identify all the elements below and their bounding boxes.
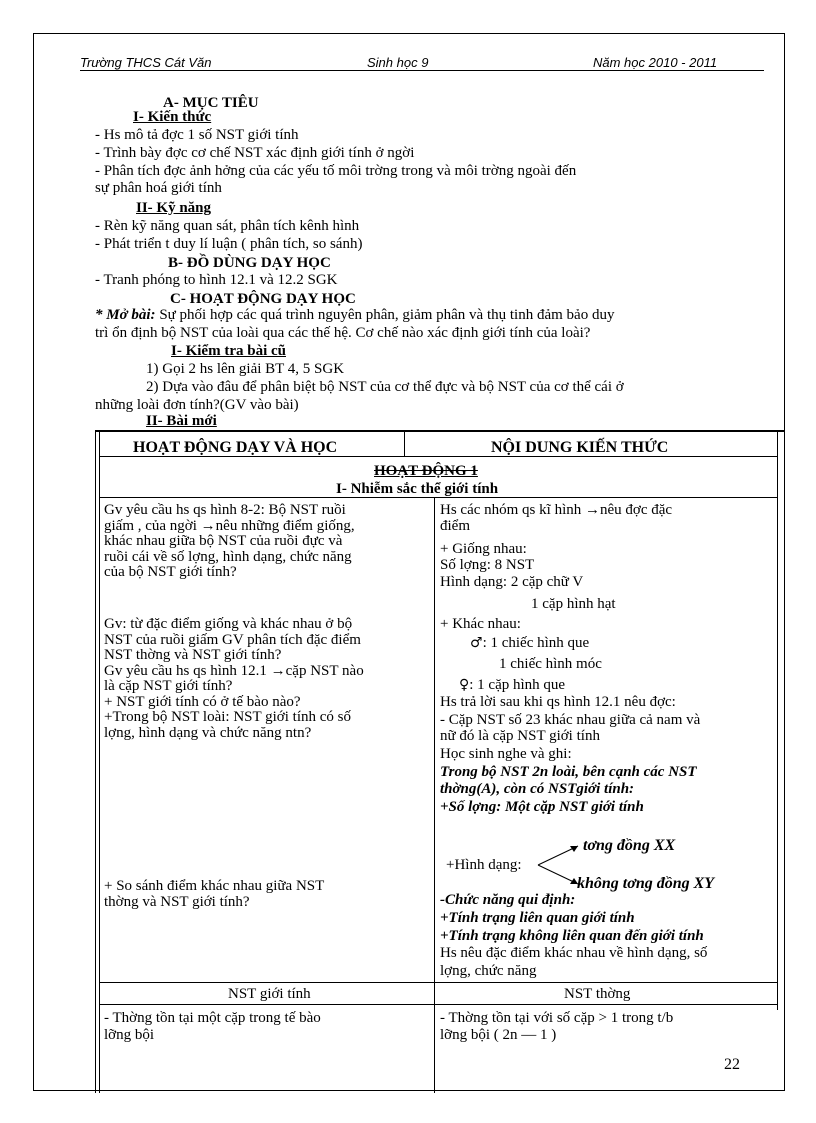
- header-divider: [404, 430, 405, 456]
- check-item: 2) Dựa vào đâu để phân biệt bộ NST của cơ thể đực và bộ NST của cơ thể cái ở: [146, 379, 624, 395]
- right-line: +Tính trạng không liên quan đến giới tính: [440, 928, 704, 944]
- right-line: - Cặp NST số 23 khác nhau giữa cả nam và: [440, 712, 701, 728]
- header-year: Năm học 2010 - 2011: [593, 55, 718, 70]
- new-lesson-heading: II- Bài mới: [146, 413, 217, 429]
- compare-right: lỡng bội ( 2n — 1 ): [440, 1027, 557, 1043]
- compare-top-rule: [99, 982, 777, 983]
- section-b-title: B- ĐỒ DÙNG DẠY HỌC: [168, 255, 331, 271]
- right-line: Hs trả lời sau khi qs hình 12.1 nêu đợc:: [440, 694, 676, 710]
- right-line: Hs các nhóm qs kĩ hình →nêu đợc đặc: [440, 502, 673, 518]
- activity-bottom-rule: [99, 497, 777, 498]
- header-school: Trường THCS Cát Văn: [80, 55, 212, 70]
- right-line: 1 cặp hình hạt: [531, 596, 616, 612]
- section-c-title: C- HOẠT ĐỘNG DẠY HỌC: [170, 291, 356, 307]
- header-bottom-rule: [99, 456, 777, 457]
- intro-paragraph: * Mở bài: Sự phối hợp các quá trình nguyên phân, giảm phân và thụ tinh đảm bảo duy: [95, 307, 615, 323]
- right-line: Học sinh nghe và ghi:: [440, 746, 572, 762]
- shape-homologous: tơng đồng XX: [583, 837, 676, 854]
- header-subject: Sinh học 9: [367, 55, 429, 70]
- compare-right: - Thờng tồn tại với số cặp > 1 trong t/b: [440, 1010, 674, 1026]
- knowledge-item: - Phân tích đợc ảnh hởng của các yếu tố môi trờng trong và môi trờng ngoài đến: [95, 163, 577, 179]
- right-line: Hs nêu đặc điểm khác nhau về hình dạng, số: [440, 945, 708, 961]
- knowledge-heading: I- Kiến thức: [133, 109, 212, 125]
- intro-paragraph-cont: trì ổn định bộ NST của loài qua các thế hệ. Cơ chế nào xác định giới tính của loài?: [95, 325, 591, 341]
- right-line: +Tính trạng liên quan giới tính: [440, 910, 635, 926]
- knowledge-item: sự phân hoá giới tính: [95, 180, 222, 196]
- female-symbol-icon: ♀: [459, 677, 470, 693]
- left-paragraph-1: Gv yêu cầu hs qs hình 8-2: Bộ NST ruồi giấm , của ngời →nêu những điểm giống, khác nhau giữa bộ NST của ruồi đực và ruồi cái về số lợng, hình dạng, chức năng của bộ NST giới tính?: [104, 502, 355, 580]
- section-a-title: A- MỤC TIÊU: [163, 95, 259, 111]
- activity-subtitle: I- Nhiễm sắc thể giới tính: [336, 481, 499, 497]
- header-rule: [80, 70, 764, 71]
- compare-left: - Thờng tồn tại một cặp trong tế bào: [104, 1010, 321, 1026]
- check-item: những loài đơn tính?(GV vào bài): [95, 397, 299, 413]
- compare-header-autosome: NST thờng: [564, 986, 631, 1002]
- left-paragraph-3: + So sánh điểm khác nhau giữa NST thờng và NST giới tính?: [104, 878, 325, 910]
- right-line: lợng, chức năng: [440, 963, 537, 979]
- skills-item: - Phát triển t duy lí luận ( phân tích, so sánh): [95, 236, 363, 252]
- activity-title: HOẠT ĐỘNG 1: [374, 463, 478, 479]
- knowledge-item: - Trình bày đợc cơ chế NST xác định giới tính ở ngời: [95, 145, 415, 161]
- page-number: 22: [724, 1056, 740, 1073]
- check-item: 1) Gọi 2 hs lên giải BT 4, 5 SGK: [146, 361, 345, 377]
- right-line: +Số lợng: Một cặp NST giới tính: [440, 799, 644, 815]
- materials-item: - Tranh phóng to hình 12.1 và 12.2 SGK: [95, 272, 338, 288]
- left-paragraph-2: Gv: từ đặc điểm giống và khác nhau ở bộ NST của ruồi giấm GV phân tích đặc điểm NST thờng và NST giới tính? Gv yêu cầu hs qs hình 12.1 →cặp NST nào là cặp NST giới tính? + NST giới tính có ở tế bào nào? +Trong bộ NST loài: NST giới tính có số lợng, hình dạng và chức năng ntn?: [104, 616, 364, 741]
- knowledge-item: - Hs mô tả đợc 1 số NST giới tính: [95, 127, 299, 143]
- right-line: -Chức năng qui định:: [440, 892, 576, 908]
- col-header-content: NỘI DUNG KIẾN THỨC: [491, 439, 669, 456]
- male-symbol-icon: ♂: [470, 635, 483, 651]
- check-heading: I- Kiểm tra bài cũ: [171, 343, 286, 359]
- compare-left: lỡng bội: [104, 1027, 155, 1043]
- right-line: điểm: [440, 518, 470, 534]
- right-line: Hình dạng: 2 cặp chữ V: [440, 574, 584, 590]
- compare-header-sex: NST giới tính: [228, 986, 311, 1002]
- col-header-activities: HOẠT ĐỘNG DẠY VÀ HỌC: [133, 439, 338, 456]
- table-left-border-inner: [99, 430, 100, 1093]
- female-line: ♀: 1 cặp hình que: [459, 677, 566, 693]
- skills-heading: II- Kỹ năng: [136, 200, 212, 216]
- shape-nonhomologous: không tơng đồng XY: [577, 875, 715, 892]
- right-line: thờng(A), còn có NSTgiới tính:: [440, 781, 635, 797]
- right-line: + Giống nhau:: [440, 541, 527, 557]
- shape-label: +Hình dạng:: [446, 857, 522, 873]
- table-left-border: [95, 430, 96, 1093]
- compare-header-rule: [99, 1004, 777, 1005]
- right-line: Trong bộ NST 2n loài, bên cạnh các NST: [440, 764, 697, 780]
- right-line: + Khác nhau:: [440, 616, 521, 632]
- right-line: nữ đó là cặp NST giới tính: [440, 728, 600, 744]
- skills-item: - Rèn kỹ năng quan sát, phân tích kênh hình: [95, 218, 360, 234]
- right-line: Số lợng: 8 NST: [440, 557, 535, 573]
- right-line: 1 chiếc hình móc: [499, 656, 602, 672]
- table-right-border: [777, 430, 778, 1010]
- table-top-border: [95, 430, 784, 432]
- male-line: ♂: 1 chiếc hình que: [470, 635, 590, 651]
